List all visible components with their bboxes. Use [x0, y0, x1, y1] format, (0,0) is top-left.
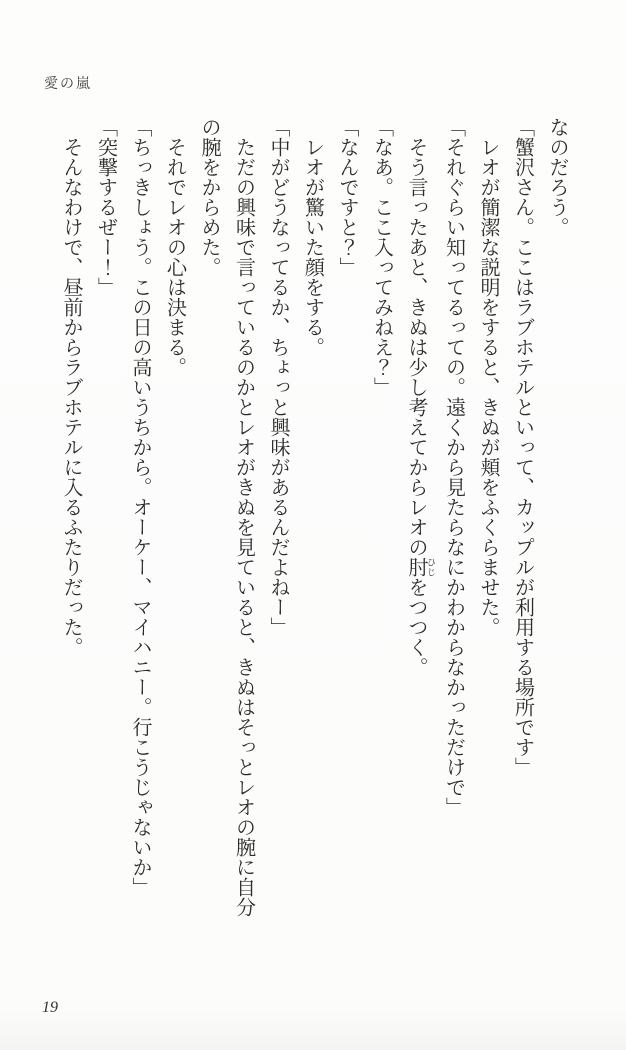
running-header: 愛の嵐 [44, 77, 92, 92]
paragraph: そんなわけで、昼前からラブホテルに入るふたりだった。 [60, 137, 82, 657]
paragraph: レオが驚いた顔をする。 [301, 137, 324, 357]
text-block [54, 117, 575, 917]
paragraph: 「なんですと？」 [336, 117, 358, 277]
paragraph: ただの興味で言っているのかとレオがきぬを見ていると、きぬはそっとレオの腕に自分の腕をからめた。 [198, 117, 255, 917]
paragraph: レオが簡潔な説明をすると、きぬが頬をふくらませた。 [477, 137, 499, 637]
paragraph: それでレオの心は決まる。 [163, 137, 186, 377]
paragraph: なのだろう。 [546, 117, 568, 237]
paragraph: そう言ったあと、きぬは少し考えてからレオの肘 ひじをつつく。 [405, 137, 436, 677]
paragraph: 「蟹沢さん。ここはラブホテルといって、カップルが利用する場所です」 [511, 117, 534, 777]
paragraph: 「ちっきしょう。この日の高いうちから。オーケー、マイハニー。行こうじゃないか」 [129, 117, 151, 897]
paragraph: 「突撃するぜー！」 [94, 117, 117, 297]
page-number: 19 [42, 999, 58, 1016]
paragraph: 「中がどうなってるか、ちょっと興味があるんだよねー」 [267, 117, 289, 637]
paragraph: 「それぐらい知ってるっての。遠くから見たらなにかわからなかっただけで」 [442, 117, 465, 817]
paragraph: 「なあ。ここ入ってみねえ？」 [370, 117, 393, 397]
